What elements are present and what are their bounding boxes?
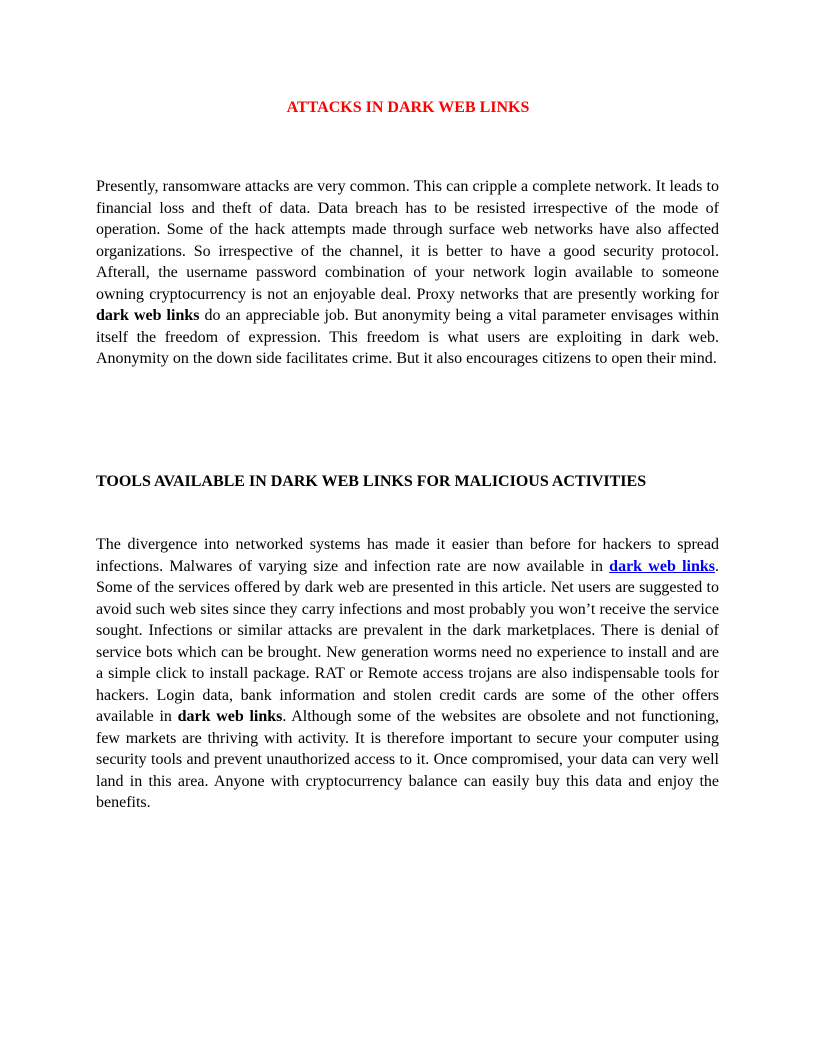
bold-term-dark-web-links: dark web links [96,307,200,324]
bold-term-dark-web-links-2: dark web links [177,708,283,725]
tools-paragraph [96,534,719,814]
section-heading-tools: TOOLS AVAILABLE IN DARK WEB LINKS FOR MALICIOUS ACTIVITIES [96,473,647,490]
intro-paragraph-text-1: Presently, ransomware attacks are very common. This can cripple a complete network. It leads to financial loss and theft of data. Data breach has to be resisted irrespective of the mode of operation. Some of the hack attempts made through surface web networks have also affected organizations. So irrespective of the channel, it is better to have a good security protocol. Afterall, the username password combination of your network login available to someone owning cryptocurrency is not an enjoyable deal. Proxy networks that are presently working for [96,178,719,303]
tools-paragraph-text-2: . Some of the services offered by dark web are presented in this article. Net users are suggested to avoid such web sites since they carry infections and most probably you won’t receive the service sought. Infections or similar attacks are prevalent in the dark marketplaces. There is denial of service bots which can be brought. New generation worms need no experience to install and are a simple click to install package. RAT or Remote access trojans are also indispensable tools for hackers. Login data, bank information and stolen credit cards are some of the other offers available in [96,557,719,725]
tools-paragraph-text-1: The divergence into networked systems has made it easier than before for hackers to spread infections. Malwares of varying size and infection rate are now available in [96,536,719,575]
intro-paragraph [96,176,719,370]
document-title: ATTACKS IN DARK WEB LINKS [286,99,530,116]
tools-paragraph-text-3: . Although some of the websites are obsolete and not functioning, few markets are thriving with activity. It is therefore important to secure your computer using security tools and prevent unauthorized access to it. Once compromised, your data can very well land in this area. Anyone with cryptocurrency balance can easily buy this data and enjoy the benefits. [96,708,719,811]
intro-paragraph-text-2: do an appreciable job. But anonymity being a vital parameter envisages within itself the freedom of expression. This freedom is what users are exploiting in dark web. Anonymity on the down side facilitates crime. But it also encourages citizens to open their mind. [96,307,719,367]
dark-web-links-link[interactable]: dark web links [609,557,715,575]
